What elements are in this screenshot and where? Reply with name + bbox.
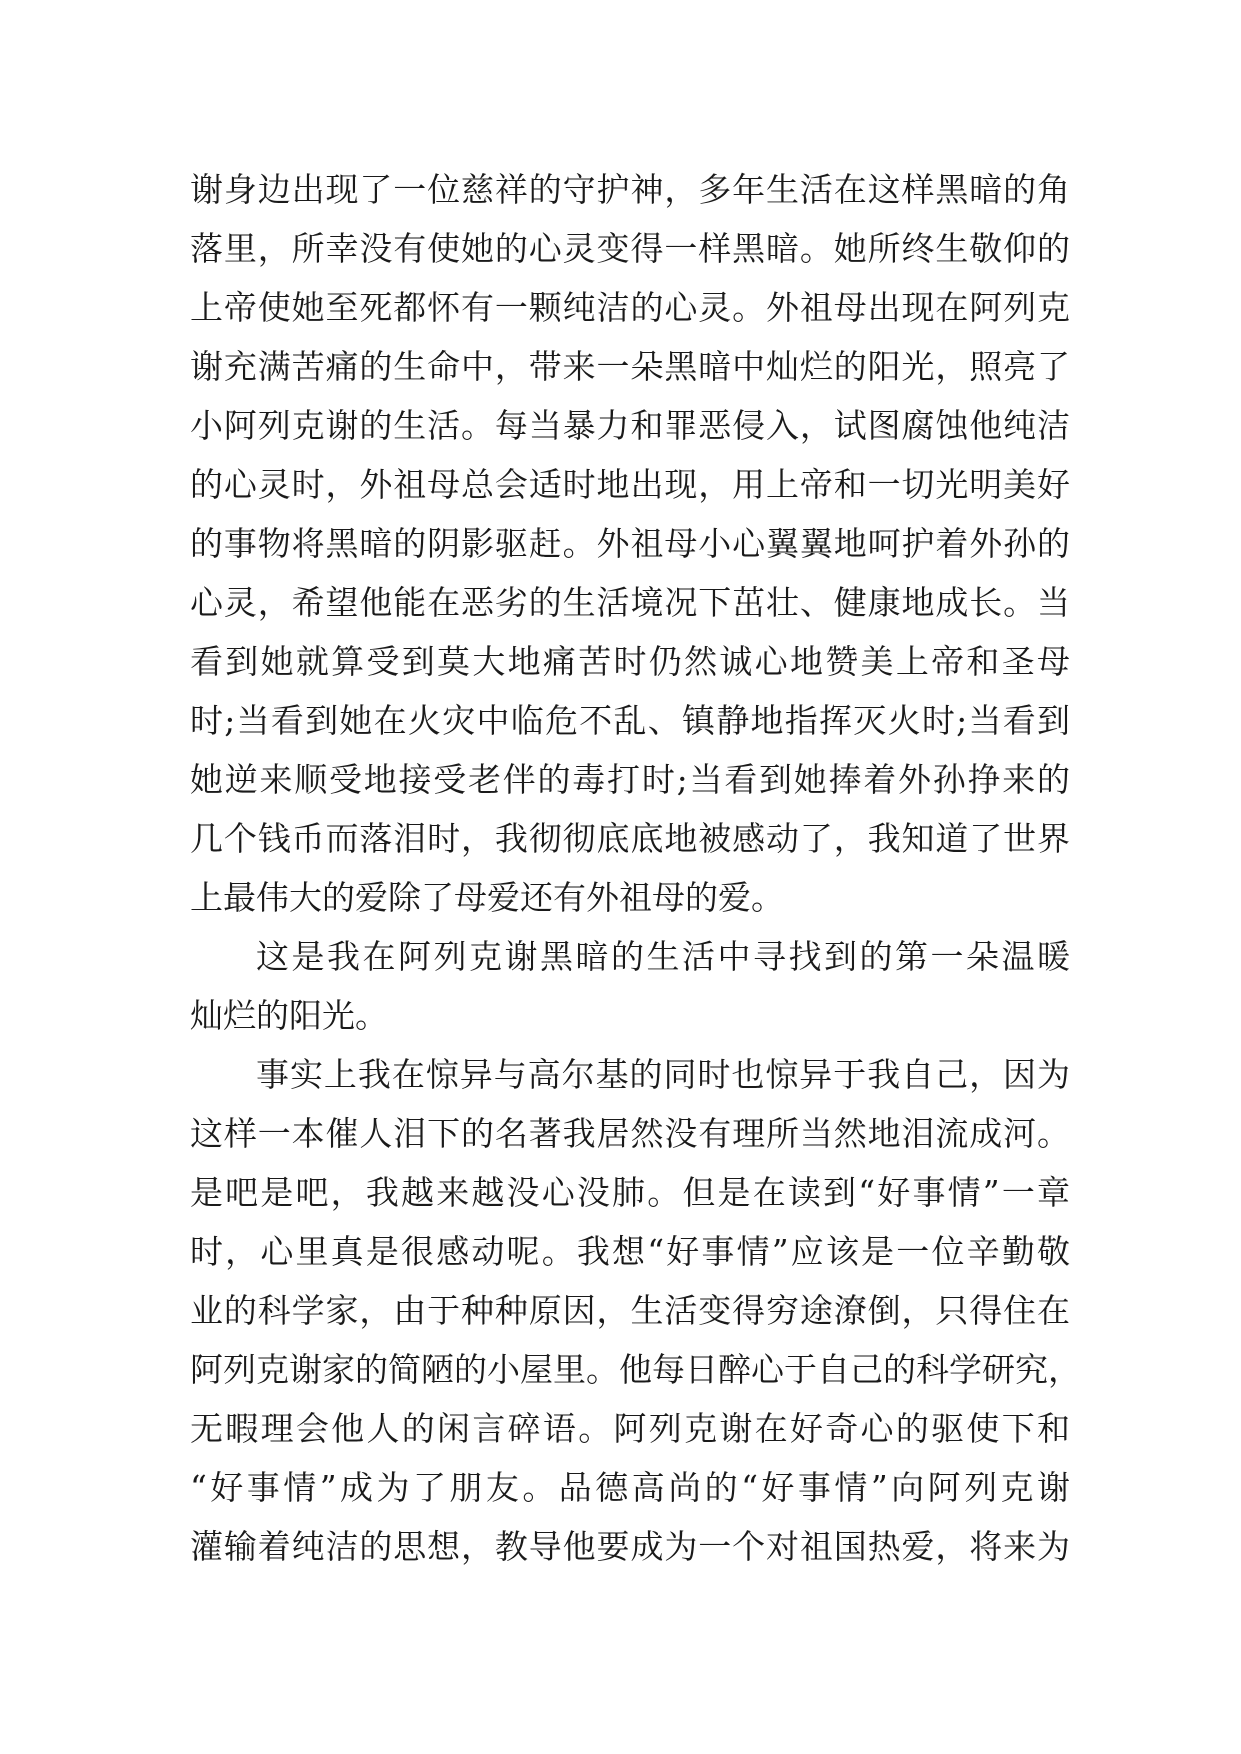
- text-line: 事实上我在惊异与高尔基的同时也惊异于我自己，因为: [256, 1055, 1070, 1094]
- text-line: 的心灵时，外祖母总会适时地出现，用上帝和一切光明美好: [190, 465, 1070, 504]
- text-line: 上最伟大的爱除了母爱还有外祖母的爱。: [190, 878, 784, 917]
- text-line: 心灵，希望他能在恶劣的生活境况下茁壮、健康地成长。当: [190, 583, 1070, 622]
- text-line: 灌输着纯洁的思想，教导他要成为一个对祖国热爱，将来为: [190, 1527, 1070, 1566]
- text-line: 阿列克谢家的简陋的小屋里。他每日醉心于自己的科学研究，: [190, 1350, 1081, 1389]
- text-line: 时;当看到她在火灾中临危不乱、镇静地指挥灭火时;当看到: [190, 701, 1070, 740]
- text-line: “好事情”成为了朋友。品德高尚的“好事情”向阿列克谢: [190, 1468, 1070, 1507]
- text-line: 这是我在阿列克谢黑暗的生活中寻找到的第一朵温暖: [256, 937, 1070, 976]
- text-line: 几个钱币而落泪时，我彻彻底底地被感动了，我知道了世界: [190, 819, 1070, 858]
- text-line: 小阿列克谢的生活。每当暴力和罪恶侵入，试图腐蚀他纯洁: [190, 406, 1070, 445]
- text-line: 这样一本催人泪下的名著我居然没有理所当然地泪流成河。: [190, 1114, 1070, 1153]
- text-line: 时，心里真是很感动呢。我想“好事情”应该是一位辛勤敬: [190, 1232, 1070, 1271]
- text-line: 看到她就算受到莫大地痛苦时仍然诚心地赞美上帝和圣母: [190, 642, 1070, 681]
- paragraph-2: [190, 927, 1070, 1045]
- text-line: 业的科学家，由于种种原因，生活变得穷途潦倒，只得住在: [190, 1291, 1070, 1330]
- text-line: 谢身边出现了一位慈祥的守护神，多年生活在这样黑暗的角: [190, 170, 1070, 209]
- text-line: 无暇理会他人的闲言碎语。阿列克谢在好奇心的驱使下和: [190, 1409, 1070, 1448]
- text-line: 是吧是吧，我越来越没心没肺。但是在读到“好事情”一章: [190, 1173, 1070, 1212]
- paragraph-3: [190, 1045, 1081, 1576]
- text-line: 落里，所幸没有使她的心灵变得一样黑暗。她所终生敬仰的: [190, 229, 1070, 268]
- text-line: 的事物将黑暗的阴影驱赶。外祖母小心翼翼地呵护着外孙的: [190, 524, 1070, 563]
- paragraph-1: [190, 160, 1070, 927]
- text-line: 她逆来顺受地接受老伴的毒打时;当看到她捧着外孙挣来的: [190, 760, 1070, 799]
- body-text: [190, 160, 1081, 1576]
- text-line: 上帝使她至死都怀有一颗纯洁的心灵。外祖母出现在阿列克: [190, 288, 1070, 327]
- text-line: 谢充满苦痛的生命中，带来一朵黑暗中灿烂的阳光，照亮了: [190, 347, 1070, 386]
- text-line: 灿烂的阳光。: [190, 996, 388, 1035]
